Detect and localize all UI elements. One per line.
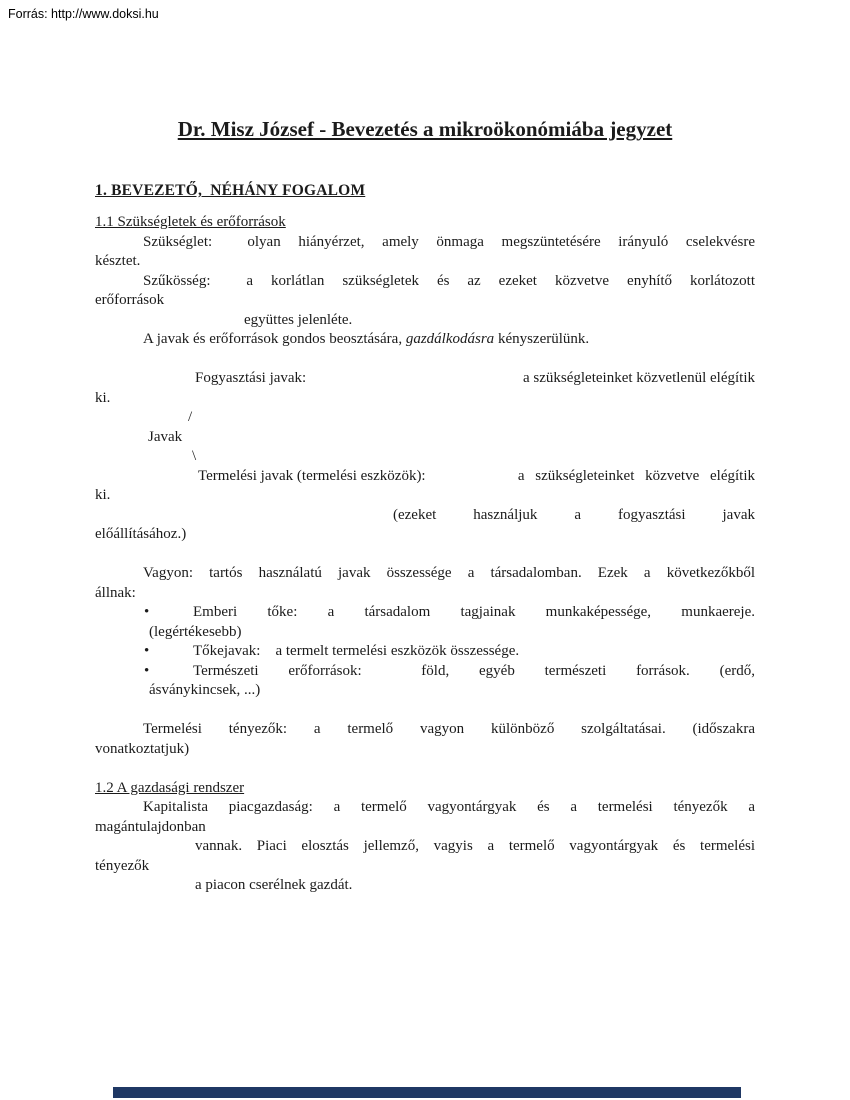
line-kapitalista-5: a piacon cserélnek gazdát. [195,877,353,893]
gazdalkodas-post: kényszerülünk. [494,331,590,347]
line-vagyon-2: állnak: [95,584,136,601]
section-1-heading [95,182,365,200]
bullet-icon: • [144,604,150,620]
line-slash: / [188,409,193,425]
line-eloallitasahoz: előállításához.) [95,526,187,542]
line-szukseglet-1: Szükséglet: olyan hiányérzet, amely önmaga megszüntetésére irányuló cselekvésre [143,233,755,250]
subsection-1-1-heading: 1.1 Szükségletek és erőforrások [95,214,286,230]
line-tenyezok-1: Termelési tényezők: a termelő vagyon különböző szolgáltatásai. (időszakra [143,721,755,737]
line-javak: Javak [148,428,183,445]
line-termelesi-cont: ki. [95,487,111,503]
line-tenyezok-2: vonatkoztatjuk) [95,740,190,757]
fogyasztasi-definition: a szükségleteinket közvetlenül elégítik [522,370,755,386]
termelesi-label: Termelési javak (termelési eszközök): [198,467,426,484]
gazdalkodas-pre: A javak és erőforrások gondos beosztására, [143,331,406,347]
page-bottom-bar [113,1087,741,1098]
source-header: Forrás: http://www.doksi.hu [8,7,159,21]
line-kapitalista-4: tényezők [95,857,150,874]
section-1-heading-text: 1. BEVEZETŐ, NÉHÁNY FOGALOM [95,182,366,199]
blank-line [95,545,755,565]
line-kapitalista-3: vannak. Piaci elosztás jellemző, vagyis a termelő vagyontárgyak és termelési [195,838,755,854]
bullet-termeszeti-text: Természeti erőforrások: föld, egyéb természeti források. (erdő, [193,662,755,679]
bullet-tokejavak [95,642,755,662]
bullet-emberi-toke [95,603,755,623]
line-kapitalista-2: magántulajdonban [95,818,206,835]
line-szukosseg-1: Szűkösség: a korlátlan szükségletek és az ezeket közvetve enyhítő korlátozott [143,272,755,289]
line-ezeket: (ezeket használjuk a fogyasztási javak [393,506,755,523]
bullet-termeszeti [95,662,755,682]
line-fogyasztasi-javak [95,369,755,389]
document-body [95,213,755,896]
document-title-text: Dr. Misz József - Bevezetés a mikroökonómiába jegyzet [177,117,673,141]
blank-line [95,759,755,779]
document-title [0,117,850,142]
line-fogyasztasi-cont: ki. [95,389,111,406]
line-termelesi-javak [95,467,755,487]
bullet-termeszeti-cont: ásványkincsek, ...) [149,682,261,698]
line-kapitalista-1: Kapitalista piacgazdaság: a termelő vagyontárgyak és a termelési tényezők a [143,799,755,815]
line-gazdalkodas [95,330,755,350]
bullet-icon: • [144,662,150,679]
line-backslash: \ [192,448,197,464]
bullet-icon: • [144,643,150,659]
blank-line [95,350,755,370]
fogyasztasi-label: Fogyasztási javak: [195,370,307,386]
bullet-emberi-toke-cont: (legértékesebb) [149,623,242,640]
bullet-tokejavak-text: Tőkejavak: a termelt termelési eszközök összessége. [193,643,520,659]
line-szukseglet-2: késztet. [95,253,141,269]
termelesi-definition: a szükségleteinket közvetve elégítik [517,467,755,484]
gazdalkodas-italic: gazdálkodásra [405,331,495,347]
line-szukosseg-2: erőforrások [95,292,165,308]
subsection-1-2-heading: 1.2 A gazdasági rendszer [95,779,245,796]
line-vagyon-1: Vagyon: tartós használatú javak összessége a társadalomban. Ezek a következőkből [143,565,755,581]
bullet-emberi-toke-text: Emberi tőke: a társadalom tagjainak munkaképessége, munkaereje. [193,604,755,620]
blank-line [95,701,755,721]
line-szukosseg-3: együttes jelenléte. [244,311,353,328]
